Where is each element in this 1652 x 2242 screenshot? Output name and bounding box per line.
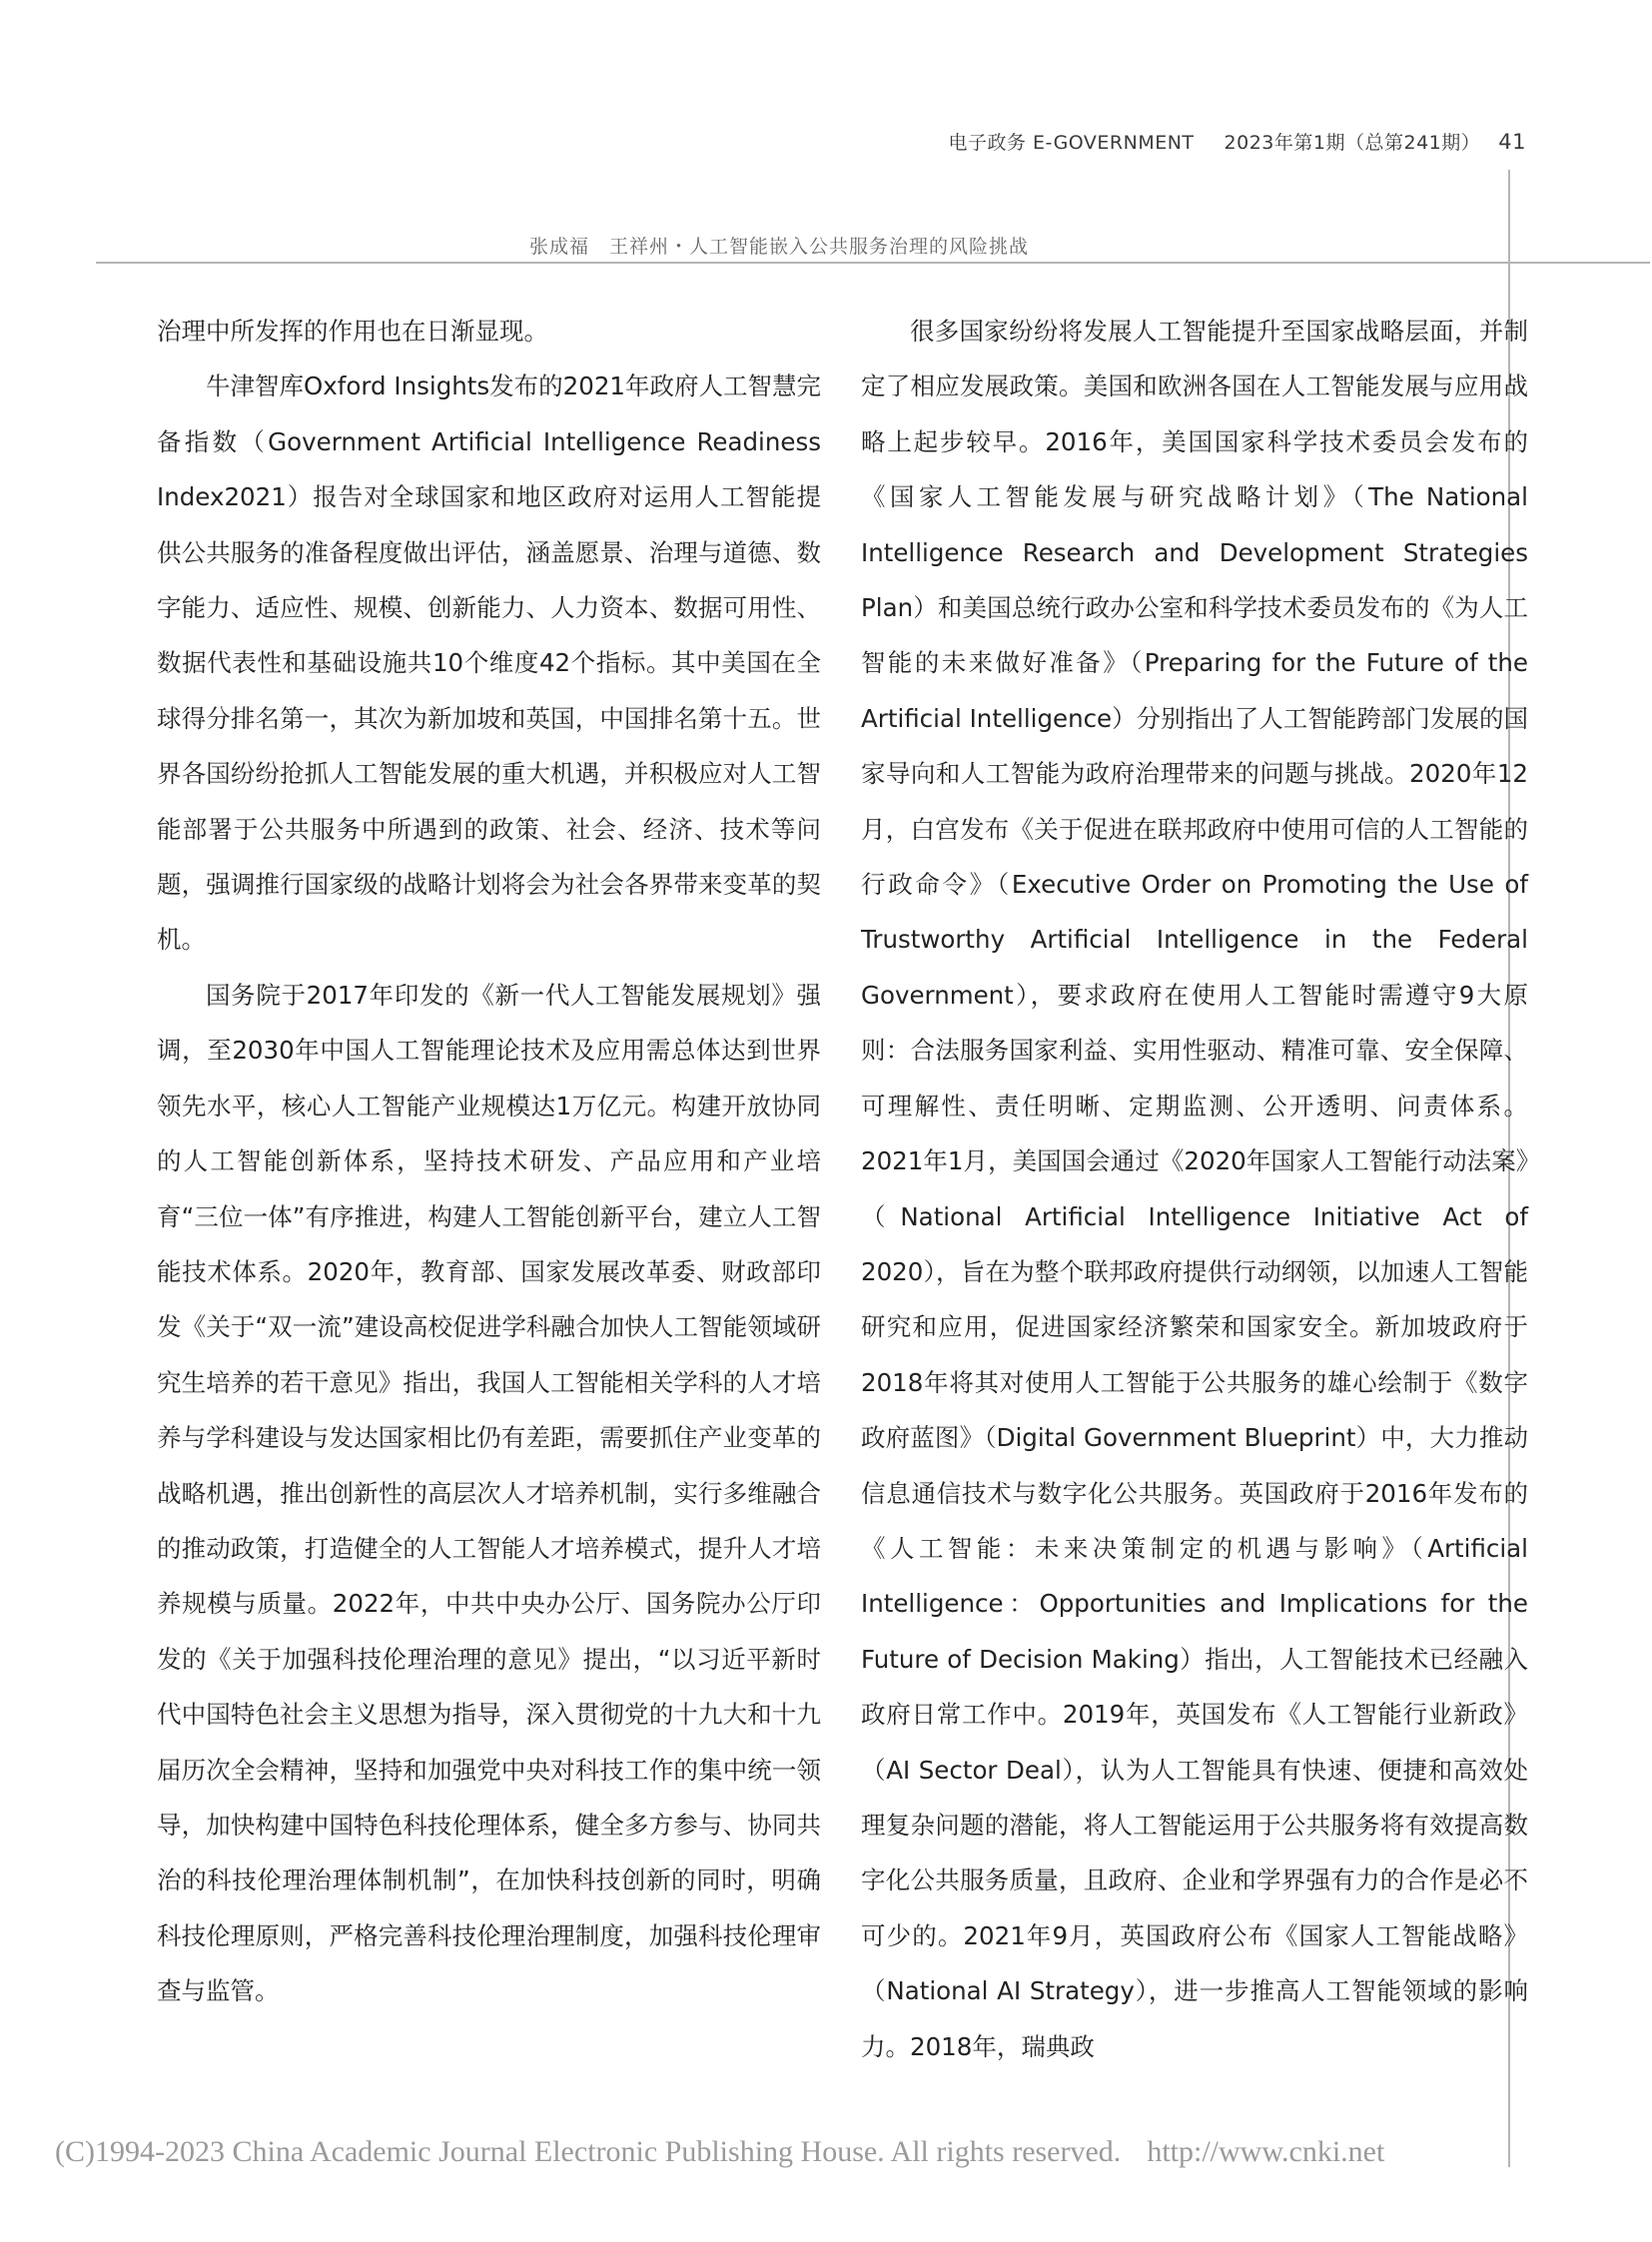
right-column [861, 304, 1528, 2074]
footer-url: http://www.cnki.net [1147, 2135, 1385, 2168]
paragraph: 牛津智库Oxford Insights发布的2021年政府人工智慧完备指数（Government Artificial Intelligence Readiness Index2021）报告对全球国家和地区政府对运用人工智能提供公共服务的准备程度做出评估，涵盖愿景、治理与道德、数字能力、适应性、规模、创新能力、人力资本、数据可用性、数据代表性和基础设施共10个维度42个指标。其中美国在全球得分排名第一，其次为新加坡和英国，中国排名第十五。世界各国纷纷抢抓人工智能发展的重大机遇，并积极应对人工智能部署于公共服务中所遇到的政策、社会、经济、技术等问题，强调推行国家级的战略计划将会为社会各界带来变革的契机。 [157, 372, 822, 955]
left-column [157, 304, 821, 2019]
header-rule [96, 262, 1650, 264]
running-title: 张成福 王祥州・人工智能嵌入公共服务治理的风险挑战 [528, 236, 1029, 258]
journal-name: 电子政务 E-GOVERNMENT [948, 132, 1195, 154]
page-number: 41 [1498, 130, 1526, 154]
paragraph: 治理中所发挥的作用也在日渐显现。 [157, 317, 548, 346]
copyright-notice: (C)1994-2023 China Academic Journal Electronic Publishing House. All rights reserved. [55, 2135, 1122, 2168]
paragraph: 很多国家纷纷将发展人工智能提升至国家战略层面，并制定了相应发展政策。美国和欧洲各国在人工智能发展与应用战略上起步较早。2016年，美国国家科学技术委员会发布的《国家人工智能发展与研究战略计划》（The National Intelligence Research and Development Strategies Plan）和美国总统行政办公室和科学技术委员发布的《为人工智能的未来做好准备》（Preparing for the Future of the Artificial Intelligence）分别指出了人工智能跨部门发展的国家导向和人工智能为政府治理带来的问题与挑战。2020年12月，白宫发布《关于促进在联邦政府中使用可信的人工智能的行政命令》（Executive Order on Promoting the Use of Trustworthy Artificial Intelligence in the Federal Government），要求政府在使用人工智能时需遵守9大原则：合法服务国家利益、实用性驱动、精准可靠、安全保障、可理解性、责任明晰、定期监测、公开透明、问责体系。2021年1月，美国国会通过《2020年国家人工智能行动法案》（National Artificial Intelligence Initiative Act of 2020），旨在为整个联邦政府提供行动纲领，以加速人工智能研究和应用，促进国家经济繁荣和国家安全。新加坡政府于2018年将其对使用人工智能于公共服务的雄心绘制于《数字政府蓝图》（Digital Government Blueprint）中，大力推动信息通信技术与数字化公共服务。英国政府于2016年发布的《人工智能：未来决策制定的机遇与影响》（Artificial Intelligence：Opportunities and Implications for the Future of Decision Making）指出，人工智能技术已经融入政府日常工作中。2019年，英国发布《人工智能行业新政》（AI Sector Deal），认为人工智能具有快速、便捷和高效处理复杂问题的潜能，将人工智能运用于公共服务将有效提高数字化公共服务质量，且政府、企业和学界强有力的合作是必不可少的。2021年9月，英国政府公布《国家人工智能战略》（National AI Strategy），进一步推高人工智能领域的影响力。2018年，瑞典政 [861, 317, 1528, 2061]
paragraph: 国务院于2017年印发的《新一代人工智能发展规划》强调，至2030年中国人工智能理论技术及应用需总体达到世界领先水平，核心人工智能产业规模达1万亿元。构建开放协同的人工智能创新体系，坚持技术研发、产品应用和产业培育“三位一体”有序推进，构建人工智能创新平台，建立人工智能技术体系。2020年，教育部、国家发展改革委、财政部印发《关于“双一流”建设高校促进学科融合加快人工智能领域研究生培养的若干意见》指出，我国人工智能相关学科的人才培养与学科建设与发达国家相比仍有差距，需要抓住产业变革的战略机遇，推出创新性的高层次人才培养机制，实行多维融合的推动政策，打造健全的人工智能人才培养模式，提升人才培养规模与质量。2022年，中共中央办公厅、国务院办公厅印发的《关于加强科技伦理治理的意见》提出，“以习近平新时代中国特色社会主义思想为指导，深入贯彻党的十九大和十九届历次全会精神，坚持和加强党中央对科技工作的集中统一领导，加快构建中国特色科技伦理体系，健全多方参与、协同共治的科技伦理治理体制机制”，在加快科技创新的同时，明确科技伦理原则，严格完善科技伦理治理制度，加强科技伦理审查与监管。 [157, 980, 821, 2006]
issue-info: 2023年第1期（总第241期） [1224, 132, 1481, 154]
footer [55, 2135, 1384, 2169]
page-header [948, 128, 1526, 155]
